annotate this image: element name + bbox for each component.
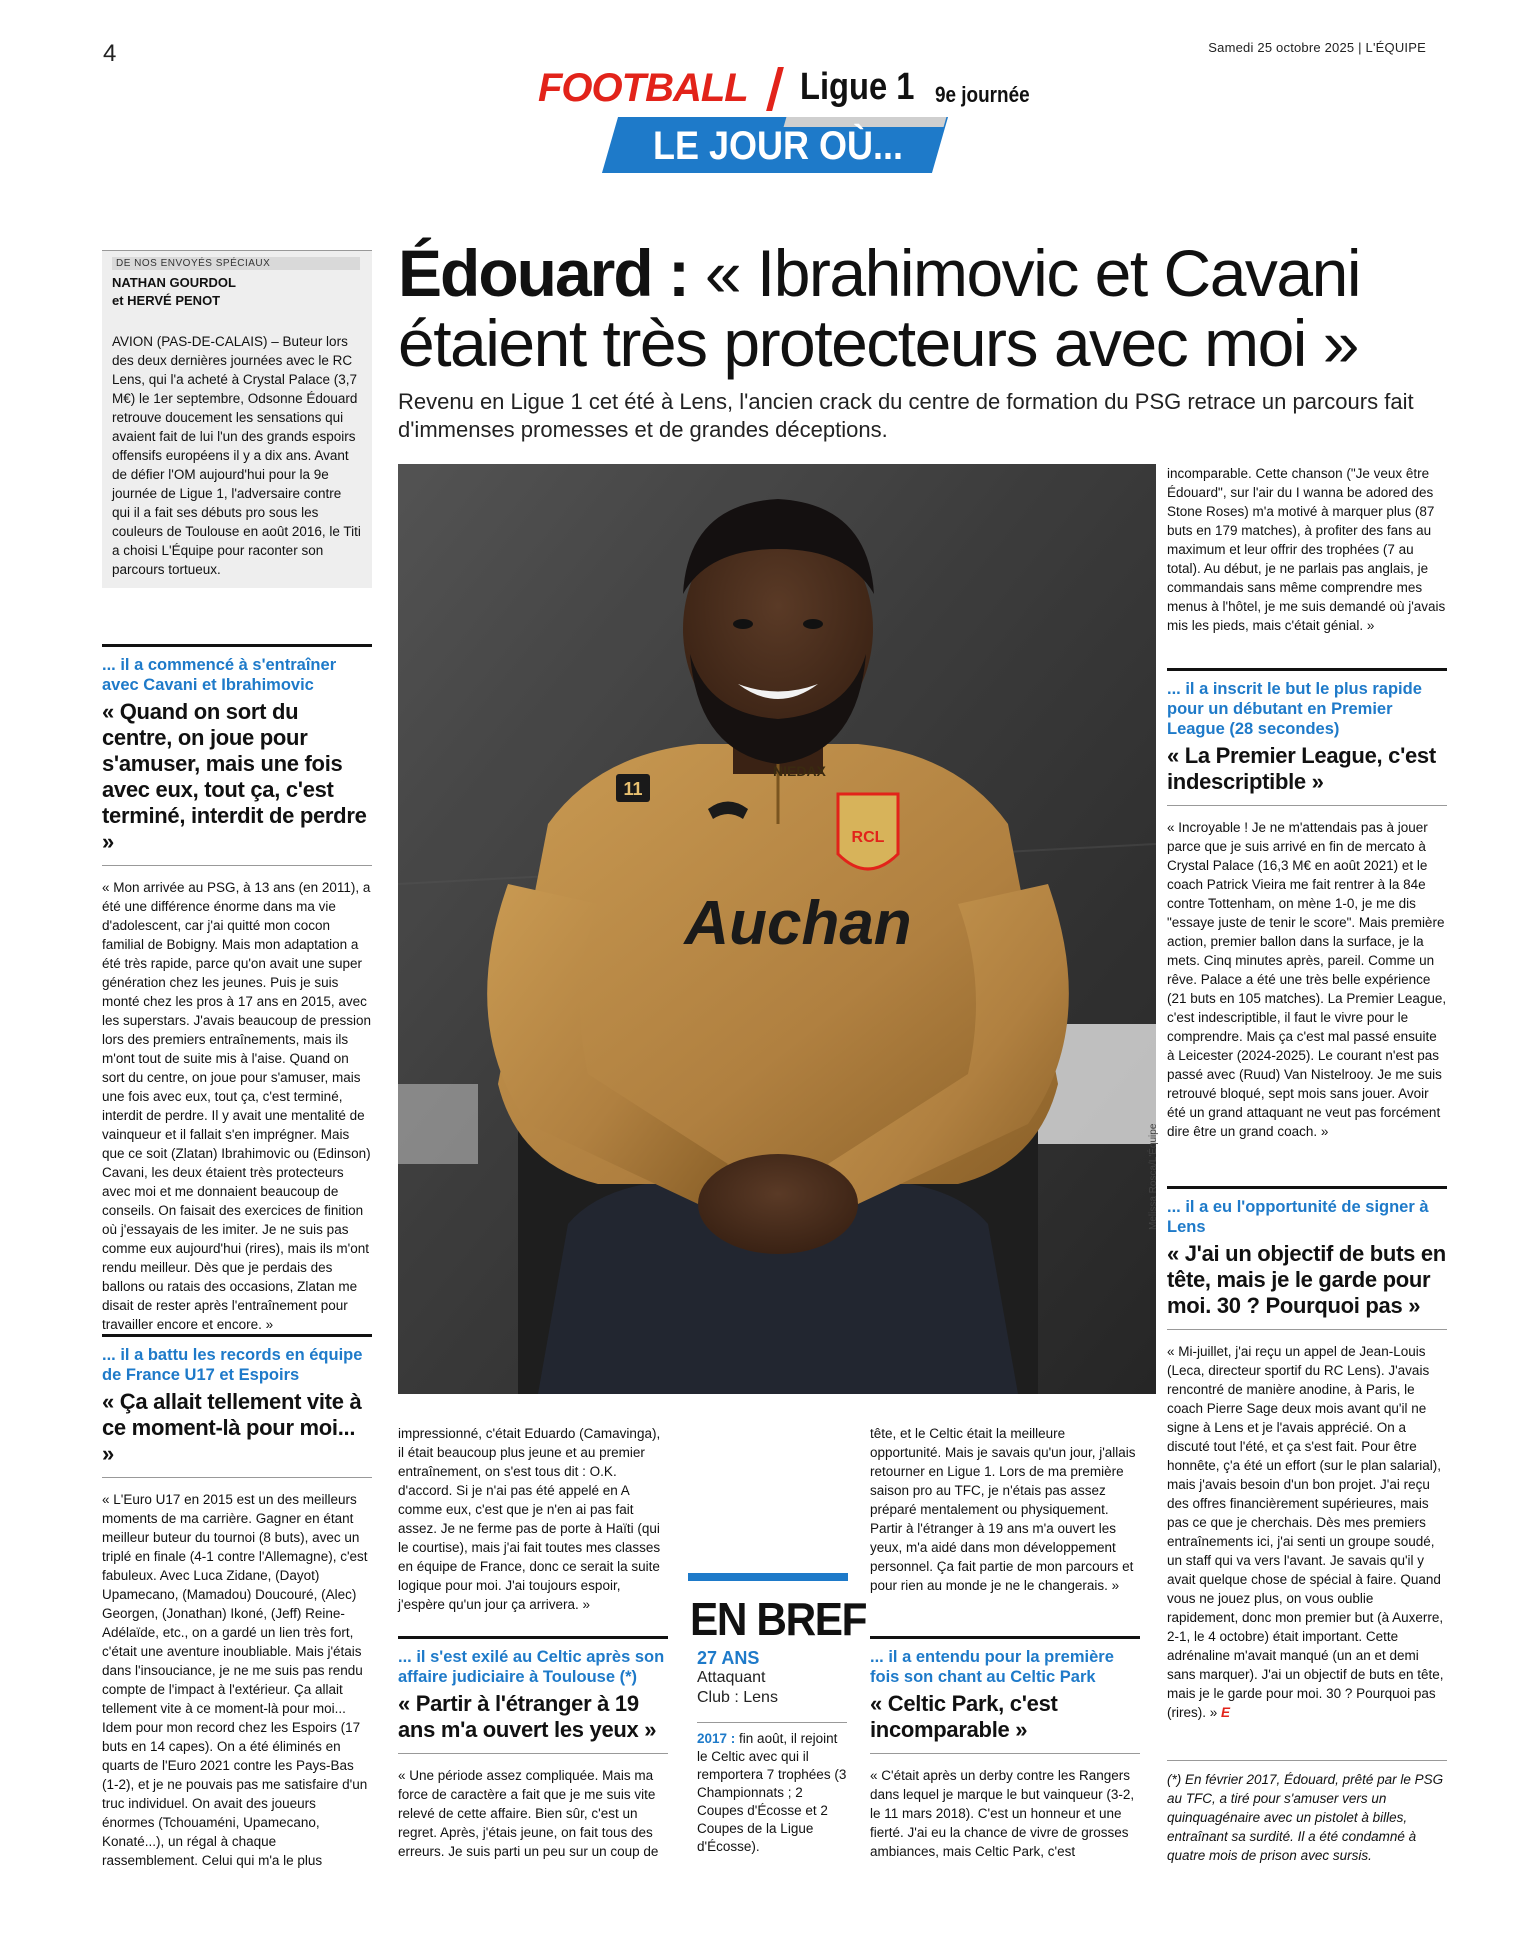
divider [398, 1753, 668, 1754]
byline-label: DE NOS ENVOYÉS SPÉCIAUX [112, 257, 360, 270]
column-4 [1167, 464, 1447, 635]
enbref-divider [697, 1722, 847, 1723]
intro-text: AVION (PAS-DE-CALAIS) – Buteur lors des deux dernières journées avec le RC Lens, qui l'a acheté à Crystal Palace (3,7 M€) le 1er septembre, Odsonne Édouard retrouve doucement les sensations qui avaient fait de lui l'un des grands espoirs offensifs européens il y a dix ans. Avant de défier l'OM aujourd'hui pour la 9e journée de Ligue 1, l'adversaire contre qui il a fait ses débuts pro sous les couleurs de Toulouse en août 2016, le Titi a choisi L'Équipe pour raconter son parcours tortueux. [112, 334, 361, 577]
author-2: et HERVÉ PENOT [112, 293, 221, 308]
byline [112, 274, 236, 310]
column-3 [870, 1424, 1140, 1595]
column-2 [398, 1424, 668, 1614]
headline [398, 238, 1458, 378]
enbref-year: 2017 : [697, 1731, 736, 1746]
photo-credit: Melissa Rosca/L'Équipe [1148, 1123, 1159, 1230]
end-mark-icon: E [1221, 1705, 1231, 1720]
divider [870, 1753, 1140, 1754]
section-1-quote: « Quand on sort du centre, on joue pour s'amuser, mais une fois avec eux, tout ça, c'est terminé, interdit de perdre » [102, 699, 367, 854]
section-2-quote: « Ça allait tellement vite à ce moment-là pour moi... » [102, 1389, 362, 1466]
headline-name: Édouard : [398, 236, 688, 310]
shirt-sponsor: Auchan [684, 889, 912, 958]
author-1: NATHAN GOURDOL [112, 275, 236, 290]
section-4-subtitle: ... il a entendu pour la première fois son chant au Celtic Park [870, 1648, 1114, 1686]
section-5-subtitle: ... il a inscrit le but le plus rapide pour un débutant en Premier League (28 secondes) [1167, 680, 1422, 738]
col3-continuation: tête, et le Celtic était la meilleure opportunité. Mais je savais qu'un jour, j'allais retourner en Ligue 1. Lors de ma première saison pro au TFC, je n'étais pas assez préparé mentalement ou physiquement. Partir à l'étranger à 19 ans m'a ouvert les yeux, m'a aidé dans mon développement personnel. Ça fait partie de mon parcours et pour rien au monde je ne le changerais. » [870, 1426, 1136, 1593]
divider [102, 1477, 372, 1478]
section-rule [102, 1334, 372, 1337]
enbref-text [697, 1730, 847, 1856]
column-3b [870, 1636, 1140, 1861]
enbref-bar [688, 1573, 848, 1581]
divider [102, 865, 372, 866]
section-rule [1167, 668, 1447, 671]
column-4b [1167, 668, 1447, 1141]
footnote-divider [1167, 1760, 1447, 1761]
section-3-body: « Une période assez compliquée. Mais ma force de caractère a fait que je me suis vite relevé de cette affaire. Bien sûr, c'est un regret. Après, j'étais jeune, on fait tous des erreurs. Je suis parti un peu sur un coup de [398, 1768, 659, 1859]
player-illustration [398, 464, 1156, 1394]
section-5-body: « Incroyable ! Je ne m'attendais pas à jouer parce que je suis arrivé en fin de mercato à Crystal Palace (16,3 M€ en août 2021) et le coach Patrick Vieira me fait rentrer à la 84e contre Tottenham, on mène 1-0, je me dis "essaye juste de tenir le score". Mais première action, premier ballon dans la surface, je la mets. Cinq minutes après, pareil. Comme un rêve. Palace a été une très belle expérience (21 buts en 105 matches). La Premier League, c'est indescriptible, il faut le vivre pour le comprendre. Mais ça c'est mal passé ensuite à Leicester (2024-2025). Le courant n'est pas passé avec (Ruud) Van Nistelrooy. Je me suis retrouvé bloqué, sept mois sans jouer. Avoir été un grand attaquant ne veut pas forcément dire être un grand coach. » [1167, 820, 1447, 1139]
section-4-body: « C'était après un derby contre les Rangers dans lequel je marque le but vainqueur (3-2, le 11 mars 2018). C'est un honneur et une fierté. J'ai eu la chance de vivre de grosses ambiances, mais Celtic Park, c'est [870, 1768, 1135, 1859]
divider [1167, 805, 1447, 806]
section-title: FOOTBALL [538, 66, 748, 110]
headline-quote: « Ibrahimovic et Cavani étaient très protecteurs avec moi » [398, 236, 1360, 380]
section-rule [870, 1636, 1140, 1639]
player-photo [398, 464, 1156, 1394]
matchday: 9e journée [935, 82, 1030, 107]
sleeve-sponsor: NIEDAX [773, 763, 826, 779]
chapeau: Revenu en Ligue 1 cet été à Lens, l'ancien crack du centre de formation du PSG retrace un parcours fait d'immenses promesses et de grandes déceptions. [398, 389, 1414, 442]
section-6-quote: « J'ai un objectif de buts en tête, mais je le garde pour moi. 30 ? Pourquoi pas » [1167, 1241, 1446, 1318]
section-6-subtitle: ... il a eu l'opportunité de signer à Lens [1167, 1198, 1429, 1236]
dateline: Samedi 25 octobre 2025 | L'ÉQUIPE [1208, 40, 1426, 55]
section-1-body: « Mon arrivée au PSG, à 13 ans (en 2011), a été une différence énorme dans ma vie d'adolescent, car j'ai quitté mon cocon familial de Bobigny. Mais mon adaptation a été très rapide, parce qu'on avait une super génération chez les jeunes. Puis je suis monté chez les pros à 17 ans en 2015, avec les superstars. J'avais beaucoup de pression lors des premiers entraînements, mais ils m'ont tout de suite mis à l'aise. Quand on sort du centre, on joue pour s'amuser, mais une fois avec eux, tout ça, c'est terminé, interdit de perdre. Il y avait une mentalité de vainqueur et il fallait s'en imprégner. Mais que ce soit (Zlatan) Ibrahimovic ou (Edinson) Cavani, les deux étaient très protecteurs avec moi et me donnaient beaucoup de conseils. On faisait des exercices de finition où j'essayais de les imiter. Je ne suis pas comme eux aujourd'hui (rires), mais ils m'ont rendu meilleur. Dès que je perdais des ballons ou ratais des occasions, Zlatan me disait de rester après l'entraînement pour travailler encore et encore. » [102, 880, 371, 1332]
section-1-subtitle: ... il a commencé à s'entraîner avec Cavani et Ibrahimovic [102, 656, 337, 694]
col4-continuation: incomparable. Cette chanson ("Je veux être Édouard", sur l'air du I wanna be adored des Stone Roses) m'a motivé à marquer plus (87 buts en 179 matches), à profiter des fans au maximum et leur offrir des trophées (7 au total). Au début, je ne parlais pas anglais, je commandais sans même comprendre mes menus à l'hôtel, je me suis demandé où j'avais mis les pieds, mais c'était génial. » [1167, 466, 1446, 633]
column-4c [1167, 1186, 1447, 1722]
section-6-body [1167, 1342, 1447, 1722]
section-4-quote: « Celtic Park, c'est incomparable » [870, 1691, 1058, 1742]
section-3-quote: « Partir à l'étranger à 19 ans m'a ouvert les yeux » [398, 1691, 657, 1742]
column-1b [102, 1334, 372, 1870]
column-2b [398, 1636, 668, 1861]
section-2-body: « L'Euro U17 en 2015 est un des meilleurs moments de ma carrière. Gagner en étant meilleur buteur du tournoi (8 buts), avec un triplé en finale (4-1 contre l'Allemagne), c'est fabuleux. Avec Luca Zidane, (Dayot) Upamecano, (Mamadou) Doucouré, (Alec) Georgen, (Jonathan) Ikoné, (Jeff) Reine-Adélaïde, etc., on a gardé un lien très fort, c'était une aventure inoubliable. Mais j'étais dans l'insouciance, je ne me suis pas rendu compte de l'impact à l'extérieur. Ça allait tellement vite à ce moment-là pour moi... Idem pour mon record chez les Espoirs (17 buts en 14 capes). On a été éliminés en quarts de l'Euro 2021 contre les Pays-Bas (1-2), et je ne pouvais pas me satisfaire d'un truc individuel. On avait des joueurs énormes (Tchouaméni, Upamecano, Konaté...), un régal à chaque rassemblement. Celui qui m'a le plus [102, 1492, 368, 1868]
section-rule [1167, 1186, 1447, 1189]
section-2-subtitle: ... il a battu les records en équipe de France U17 et Espoirs [102, 1346, 363, 1384]
enbref-age: 27 ANS [697, 1648, 760, 1668]
section-3-subtitle: ... il s'est exilé au Celtic après son affaire judiciaire à Toulouse (*) [398, 1648, 665, 1686]
section-5-quote: « La Premier League, c'est indescriptible » [1167, 743, 1436, 794]
column-1 [102, 644, 372, 1334]
enbref-club: Club : Lens [697, 1689, 778, 1706]
jersey-number: 11 [623, 779, 643, 799]
league-title: Ligue 1 [800, 66, 915, 108]
enbref-body: fin août, il rejoint le Celtic avec qui il remportera 7 trophées (3 Championnats ; 2 Coupes d'Écosse et 2 Coupes de la Ligue d'Écosse). [697, 1731, 847, 1854]
enbref-position [697, 1668, 778, 1708]
divider [1167, 1329, 1447, 1330]
col2-continuation: impressionné, c'était Eduardo (Camavinga), il était beaucoup plus jeune et au premier entraînement, on s'est tous dit : O.K. d'accord. Si je n'ai pas été appelé en A comme eux, c'est que je n'en ai pas fait assez. Je ne ferme pas de porte à Haïti (qui le courtise), mais j'ai fait toutes mes classes en équipe de France, donc ce serait la suite logique pour moi. J'ai toujours espoir, j'espère qu'un jour ça arrivera. » [398, 1426, 661, 1612]
page-number: 4 [103, 40, 117, 67]
enbref-role: Attaquant [697, 1669, 766, 1686]
footnote: (*) En février 2017, Édouard, prêté par le PSG au TFC, a tiré pour s'amuser vers un quinquagénaire avec un pistolet à billes, entraînant sa surdité. Il a été condamné à quatre mois de prison avec sursis. [1167, 1772, 1444, 1863]
section-rule [398, 1636, 668, 1639]
header-separator [766, 67, 784, 111]
club-crest [838, 794, 898, 869]
enbref-title: EN BREF [690, 1593, 867, 1645]
rubric-title: LE JOUR OÙ... [652, 124, 904, 168]
crest-label: RCL [851, 829, 885, 846]
section-6-text: « Mi-juillet, j'ai reçu un appel de Jean-Louis (Leca, directeur sportif du RC Lens). J'avais rencontré de manière anodine, à Paris, le coach Pierre Sage deux mois avant qu'il ne signe à Lens et je l'avais apprécié. On a discuté tout l'été, et ça s'est fait. Pour être honnête, ç'a été un effort (sur le plan salarial), mais j'avais besoin d'un bon projet. J'ai reçu des offres financièrement supérieures, mais pas ce que je cherchais. Dès mes premiers entraînements ici, j'ai senti un groupe soudé, un staff qui va vers l'avant. Je savais qu'il y avait quelque chose de spécial à faire. Quand vous ne jouez plus, on vous oublie rapidement, donc mon premier but (à Auxerre, 2-1, le 4 octobre) était important. Cette adrénaline m'avait manqué (un an et demi sans marquer). J'ai un objectif de buts en tête, mais je le garde pour moi. 30 ? Pourquoi pas (rires). » [1167, 1344, 1444, 1720]
section-rule [102, 644, 372, 647]
